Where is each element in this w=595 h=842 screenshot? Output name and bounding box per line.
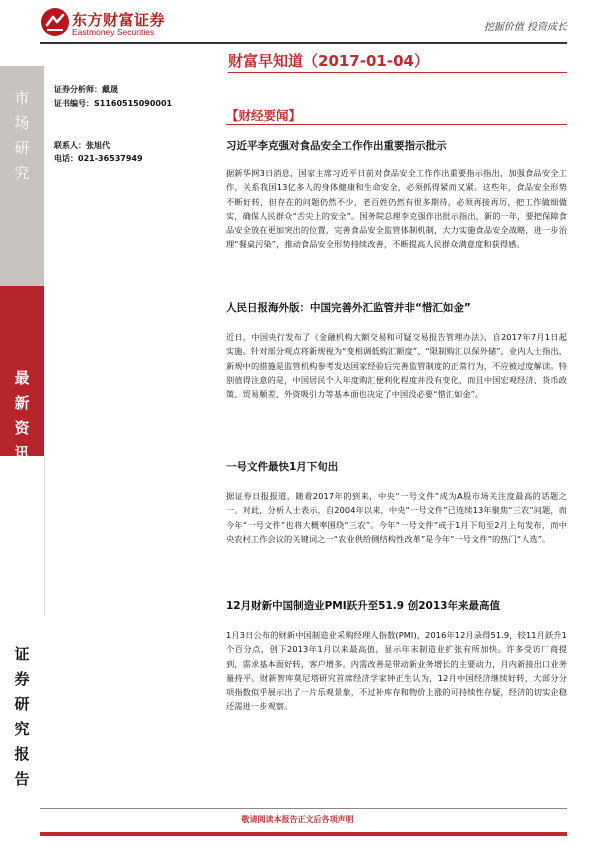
contact-label: 联系人： xyxy=(54,141,86,150)
company-name-cn: 东方财富证券 xyxy=(72,11,166,29)
article-body: 据证券日报报道，随着2017年的到来，中央“一号文件”成为A股市场关注度最高的话题之一。对此，分析人士表示，自2004年以来，中央“一号文件”已连续13年聚焦“三农”问题，而今年“一号文件”也将大概率围绕“三农”。今年“一号文件”或于1月下旬至2月上旬发布，而中央农村工作会议的关键词之一“农业供给侧结构性改革”是今年“一号文件”的热门“人选”。 xyxy=(226,491,567,544)
footer-divider xyxy=(40,808,567,809)
cert-number: S1160515090001 xyxy=(94,99,173,108)
analyst-label: 证券分析师： xyxy=(54,85,102,94)
article-headline: 12月财新中国制造业PMI跃升至51.9 创2013年来最高值 xyxy=(226,600,500,612)
header-divider xyxy=(40,42,567,44)
company-logo xyxy=(40,7,200,39)
phone-number: 021-36537949 xyxy=(78,154,143,163)
cert-row xyxy=(54,98,172,109)
article-body: 近日，中国央行发布了《金融机构大额交易和可疑交易报告管理办法》，自2017年7月1日起实施。针对部分观点将新规视为“变相调低购汇额度”、“限制购汇以保外储”，业内人士指出，新规中的措施是监管机构参考发达国家经验后完善监管制度的正常行为，不应被过度解读。特别值得注意的是，中国居民个人年度购汇便利化程度并没有变化，而且中国宏观经济、货币政策、贸易顺差、外资吸引力等基本面也决定了中国没必要“惜汇如金”。 xyxy=(226,332,567,400)
article-headline: 一号文件最快1月下旬出 xyxy=(226,461,339,473)
section-underline xyxy=(226,124,567,125)
contact-row xyxy=(54,140,110,151)
analyst-row xyxy=(54,84,118,95)
phone-label: 电话： xyxy=(54,154,78,163)
sidebar-segment-white xyxy=(0,456,45,616)
footer-disclaimer: 敬请阅读本报告正文后各项声明 xyxy=(241,815,354,824)
company-name-en: Eastmoney Securities xyxy=(72,27,155,37)
phone-row xyxy=(54,153,143,164)
cert-label: 证书编号： xyxy=(54,99,94,108)
title-underline xyxy=(228,72,567,73)
sidebar-label-securities-report: 证券研究报告 xyxy=(14,645,30,788)
analyst-name: 戴晟 xyxy=(102,85,118,94)
left-sidebar xyxy=(0,66,44,803)
article-headline: 习近平李克强对食品安全工作作出重要指示批示 xyxy=(226,140,447,152)
sidebar-label-latest-news: 最新资讯 xyxy=(14,369,30,462)
contact-name: 张旭代 xyxy=(86,141,110,150)
eastmoney-logo-icon xyxy=(40,7,70,37)
article-headline: 人民日报海外版：中国完善外汇监管并非“惜汇如金” xyxy=(226,302,471,314)
sidebar-label-market-research: 市场研究 xyxy=(14,89,30,182)
footer-bar xyxy=(40,832,567,836)
company-slogan: 挖掘价值 投资成长 xyxy=(483,22,567,33)
section-heading: 【财经要闻】 xyxy=(226,108,302,123)
article-body: 1月3日公布的财新中国制造业采购经理人指数(PMI)，2016年12月录得51.9，较11月跃升1个百分点，创下2013年1月以来最高值，显示年末制造业扩张有所加快。许多受访厂商提到，需求基本面好转，客户增多。内需改善是带动新业务增长的主要动力，月内新接出口业务量持平。财新智库莫尼塔研究首席经济学家钟正生认为，12月中国经济继续好转，大部分分项指数似乎展示出了一片乐观景象，不过补库存和物价上涨的可持续性存疑，经济的切实企稳还需进一步观察。 xyxy=(226,630,567,712)
article-body: 据新华网3日消息，国家主席习近平日前对食品安全工作作出重要指示指出，加强食品安全工作，关系我国13亿多人的身体健康和生命安全，必须抓得紧而又紧。这些年，食品安全形势不断好转，但存在的问题仍然不少，老百姓仍然有很多期待，必须再接再厉，把工作做细做实，确保人民群众“舌尖上的安全”。国务院总理李克强作出批示指出，新的一年，要把保障食品安全放在更加突出的位置，完善食品安全监管体制机制，大力实施食品安全战略，进一步治理“餐桌污染”，推动食品安全形势持续改善，不断提高人民群众满意度和获得感。 xyxy=(226,168,567,250)
page-title: 财富早知道（2017-01-04） xyxy=(228,52,429,70)
